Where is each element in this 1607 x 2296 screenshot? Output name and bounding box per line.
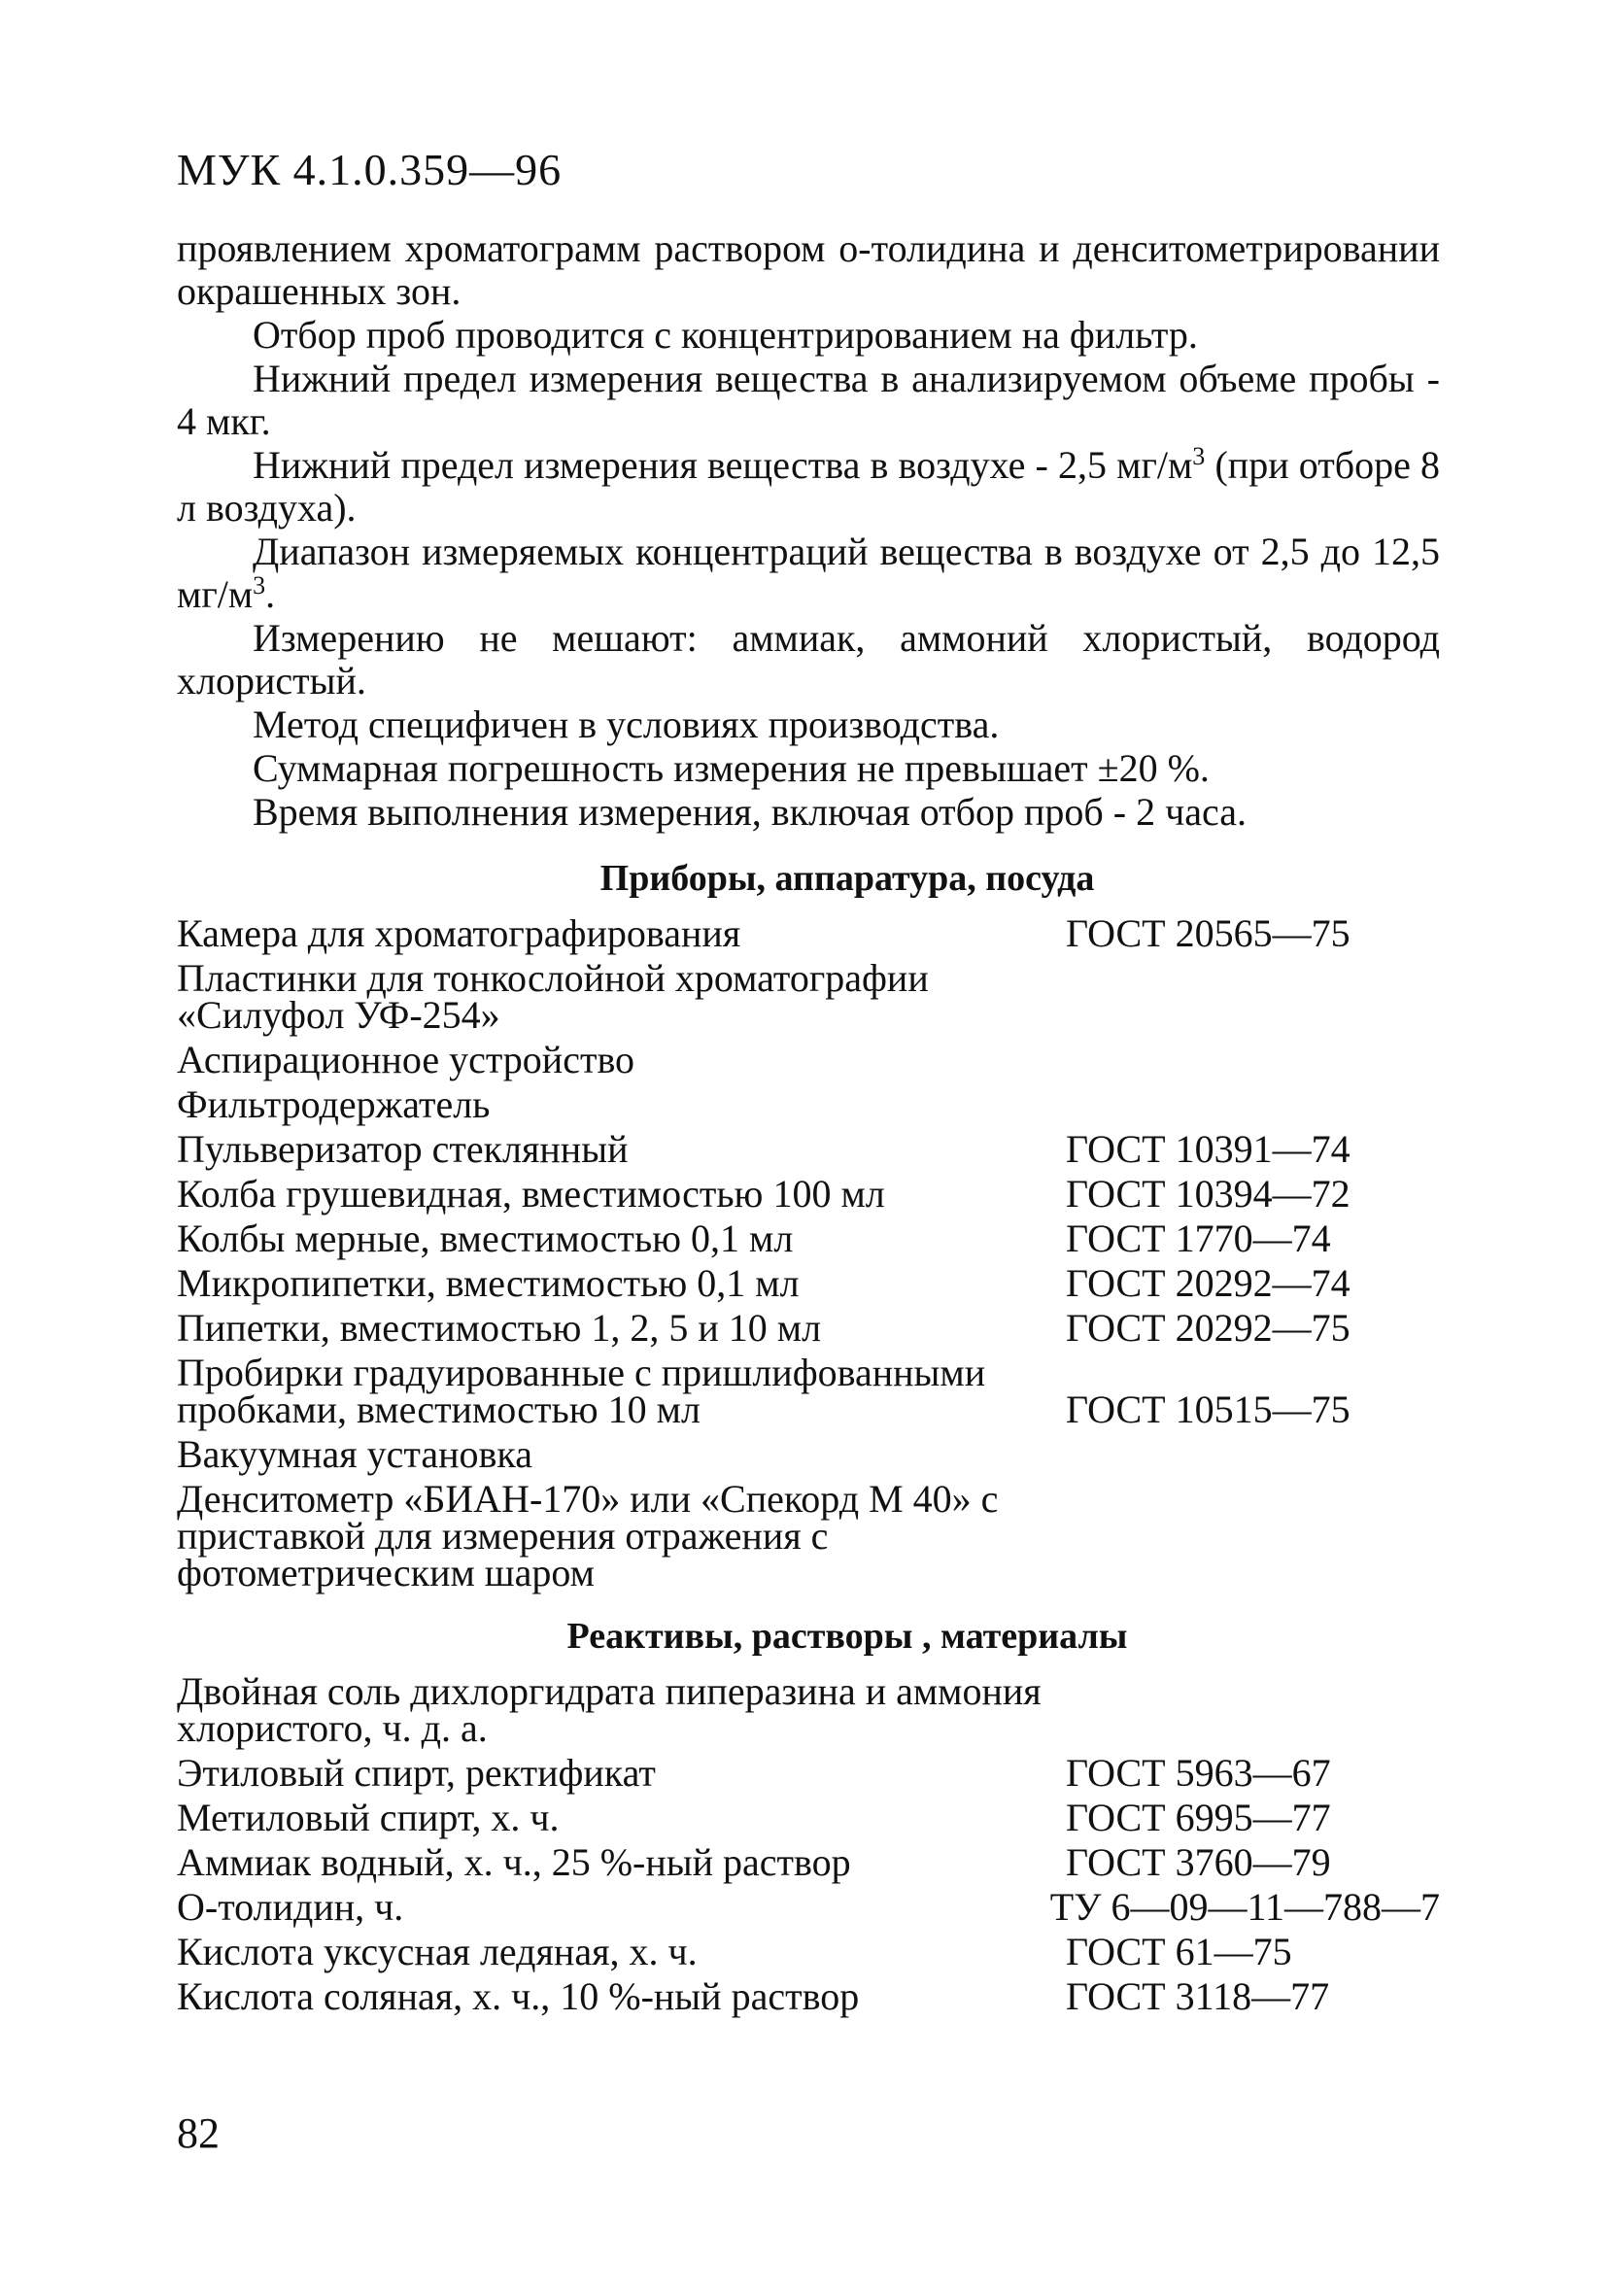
list-item <box>177 956 1440 1037</box>
list-item <box>177 1432 1440 1476</box>
superscript: 3 <box>1192 442 1206 470</box>
item-name: Камера для хроматографирования <box>177 911 741 955</box>
item-standard: ГОСТ 20292—75 <box>1066 1306 1351 1350</box>
reagents-list <box>177 1669 1440 2018</box>
list-item <box>177 1261 1440 1305</box>
item-name: Аспирационное устройство <box>177 1038 635 1081</box>
item-name: Двойная соль дихлоргидрата пиперазина и аммония хлористого, ч. д. а. <box>177 1669 1042 1750</box>
list-item <box>177 1172 1440 1216</box>
document-header: МУК 4.1.0.359—96 <box>177 145 563 194</box>
item-name: Денситометр «БИАН-170» или «Спекорд М 40» с приставкой для измерения отражения с фотометрическим шаром <box>177 1477 999 1594</box>
document-body <box>177 227 1440 2023</box>
list-item <box>177 1669 1440 1750</box>
list-item <box>177 1477 1440 1594</box>
paragraph: Измерению не мешают: аммиак, аммоний хлористый, водород хлористый. <box>177 616 1440 703</box>
item-name: Этиловый спирт, ректификат <box>177 1751 656 1795</box>
list-item <box>177 911 1440 955</box>
item-standard: ГОСТ 5963—67 <box>1066 1751 1331 1795</box>
item-standard: ГОСТ 20292—74 <box>1066 1261 1351 1305</box>
item-standard: ГОСТ 6995—77 <box>1066 1796 1331 1839</box>
item-name: Колба грушевидная, вместимостью 100 мл <box>177 1172 885 1216</box>
equipment-list <box>177 911 1440 1594</box>
item-standard: ГОСТ 61—75 <box>1066 1930 1292 1973</box>
item-name: Колбы мерные, вместимостью 0,1 мл <box>177 1217 794 1260</box>
list-item <box>177 1974 1440 2018</box>
paragraph <box>177 531 1440 616</box>
item-standard: ТУ 6—09—11—788—7 <box>1049 1885 1440 1929</box>
item-standard: ГОСТ 10394—72 <box>1066 1172 1351 1216</box>
item-name: Аммиак водный, х. ч., 25 %-ный раствор <box>177 1840 851 1884</box>
item-name: Фильтродержатель <box>177 1082 491 1126</box>
item-name: Пробирки градуированные с пришлифованными пробками, вместимостью 10 мл <box>177 1351 986 1431</box>
paragraph-text: Диапазон измеряемых концентраций вещества в воздухе от 2,5 до 12,5 мг/м <box>177 530 1440 616</box>
superscript: 3 <box>253 571 266 600</box>
item-name: Пульверизатор стеклянный <box>177 1127 629 1171</box>
section-heading: Реактивы, растворы , материалы <box>566 1616 1128 1657</box>
list-item <box>177 1751 1440 1795</box>
item-standard: ГОСТ 3118—77 <box>1066 1974 1330 2018</box>
item-name: Пипетки, вместимостью 1, 2, 5 и 10 мл <box>177 1306 822 1350</box>
list-item <box>177 1306 1440 1350</box>
list-item <box>177 1930 1440 1973</box>
item-name: Пластинки для тонкослойной хроматографии «Силуфол УФ-254» <box>177 956 929 1037</box>
item-standard: ГОСТ 20565—75 <box>1066 911 1351 955</box>
list-item <box>177 1038 1440 1081</box>
paragraph: Время выполнения измерения, включая отбор проб - 2 часа. <box>253 790 1247 834</box>
list-item <box>177 1796 1440 1839</box>
list-item <box>177 1082 1440 1126</box>
paragraph-text: (при отборе 8 л воздуха). <box>177 443 1440 530</box>
item-standard: ГОСТ 3760—79 <box>1066 1840 1331 1884</box>
item-name: Кислота соляная, х. ч., 10 %-ный раствор <box>177 1974 860 2018</box>
paragraph-text: Нижний предел измерения вещества в воздухе - 2,5 мг/м <box>253 443 1193 487</box>
list-item <box>177 1840 1440 1884</box>
list-item <box>177 1351 1440 1431</box>
item-standard: ГОСТ 10391—74 <box>1066 1127 1351 1171</box>
paragraph <box>177 444 1440 530</box>
item-name: О-толидин, ч. <box>177 1885 404 1929</box>
item-standard: ГОСТ 1770—74 <box>1066 1217 1331 1260</box>
list-item <box>177 1885 1440 1929</box>
item-name: Вакуумная установка <box>177 1432 532 1476</box>
item-name: Метиловый спирт, х. ч. <box>177 1796 560 1839</box>
list-item <box>177 1217 1440 1260</box>
paragraph: Метод специфичен в условиях производства. <box>253 703 1000 746</box>
paragraph-text: . <box>265 572 276 616</box>
item-name: Микропипетки, вместимостью 0,1 мл <box>177 1261 800 1305</box>
page-number: 82 <box>177 2109 220 2157</box>
item-name: Кислота уксусная ледяная, х. ч. <box>177 1930 698 1973</box>
section-heading: Приборы, аппаратура, посуда <box>599 858 1095 899</box>
paragraph: проявлением хроматограмм раствором о-толидина и денситометрировании окрашенных зон. <box>177 226 1440 313</box>
item-standard: ГОСТ 10515—75 <box>1066 1388 1351 1431</box>
paragraph: Отбор проб проводится с концентрированием на фильтр. <box>253 313 1198 357</box>
paragraph: Суммарная погрешность измерения не превышает ±20 %. <box>253 746 1210 790</box>
paragraph: Нижний предел измерения вещества в анализируемом объеме пробы - 4 мкг. <box>177 357 1440 443</box>
list-item <box>177 1127 1440 1171</box>
